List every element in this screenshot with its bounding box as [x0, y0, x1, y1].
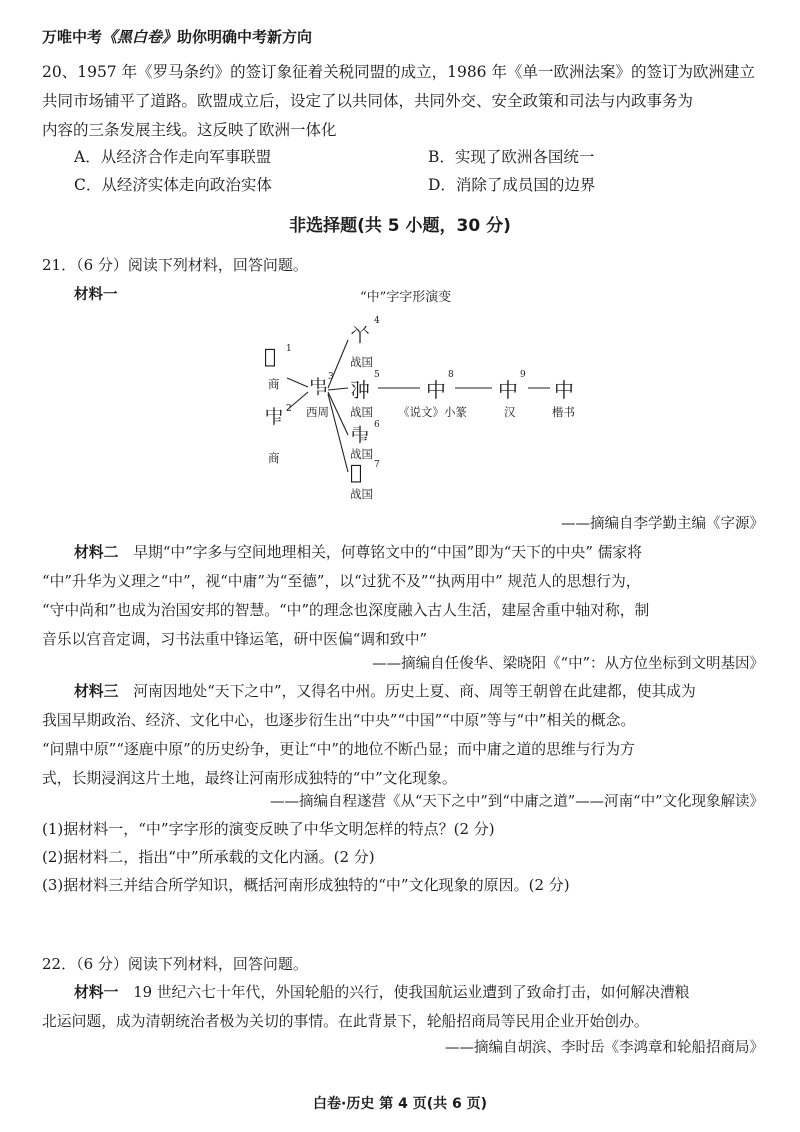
glyph-4: 𠁥	[350, 323, 370, 347]
glyph-6: 𠁩	[350, 423, 370, 447]
q22-m1-line-2: 北运问题，成为清朝统治者极为关切的事情。在此背景下，轮船招商局等民用企业开始创办。	[42, 1013, 649, 1030]
q21-material-1-source: ——摘编自李学勤主编《字源》	[561, 516, 764, 532]
glyph-5: 𠁨	[350, 378, 370, 402]
q21-material-1-label: 材料一	[74, 287, 118, 303]
num-5: 5	[374, 370, 380, 380]
q21-material-2-source: ——摘编自任俊华、梁晓阳《“中”：从方位坐标到文明基因》	[372, 656, 764, 672]
q21-stem: 21．（6 分）阅读下列材料，回答问题。	[42, 256, 308, 274]
q22-material-1-label: 材料一	[74, 984, 119, 1001]
q21-m2-line-4: 音乐以宫音定调，习书法重中锋运笔，研中医偏“调和致中”	[42, 631, 428, 648]
glyph-7: 𠁪	[350, 460, 363, 484]
num-7: 7	[374, 460, 380, 470]
q21-m2-line-3: “守中尚和”也成为治国安邦的智慧。“中”的理念也深度融入古人生活，建屋舍重中轴对称，制	[42, 602, 650, 619]
q21-material-2	[42, 538, 768, 654]
num-2: 2	[286, 404, 292, 414]
q20-line-3: 内容的三条发展主线。这反映了欧洲一体化	[42, 121, 337, 139]
header-brand: 《黑白卷》	[102, 28, 178, 46]
q20-option-c: C．从经济实体走向政治实体	[74, 176, 272, 194]
label-kaishu: 楷书	[552, 405, 575, 419]
label-zhanguo-6: 战国	[350, 447, 373, 461]
q22-stem: 22．（6 分）阅读下列材料，回答问题。	[42, 955, 308, 973]
q21-m3-line-2: 我国早期政治、经济、文化中心，也逐步衍生出“中央”“中国”“中原”等与“中”相关的概念。	[42, 712, 636, 729]
header-prefix: 万唯中考	[42, 28, 103, 46]
num-4: 4	[374, 316, 380, 326]
q22-material-1-source: ——摘编自胡滨、李时岳《李鸿章和轮船招商局》	[445, 1040, 764, 1056]
q21-m3-line-3: “问鼎中原”“逐鹿中原”的历史纷争，更让“中”的地位不断凸显；而中庸之道的思维与行为方	[42, 741, 635, 758]
glyph-9: 中	[498, 378, 518, 402]
q21-m2-line-1: 早期“中”字多与空间地理相关，何尊铭文中的“中国”即为“天下的中央” 儒家将	[133, 544, 643, 561]
glyph-8: 中	[426, 378, 446, 402]
q21-m3-line-4: 式，长期浸润这片土地，最终让河南形成独特的“中”文化现象。	[42, 770, 457, 787]
label-han: 汉	[504, 405, 516, 419]
num-9: 9	[520, 370, 526, 380]
q20-line-2: 共同市场铺平了道路。欧盟成立后，设定了以共同体，共同外交、安全政策和司法与内政事务为	[42, 92, 694, 110]
glyph-10: 中	[554, 378, 574, 402]
q21-material-2-label: 材料二	[74, 544, 119, 561]
num-6: 6	[374, 420, 380, 430]
label-zhanguo-5: 战国	[350, 405, 373, 419]
header-suffix: 助你明确中考新方向	[177, 28, 313, 46]
num-8: 8	[448, 370, 454, 380]
page-footer: 白卷·历史 第 4 页(共 6 页)	[313, 1096, 487, 1112]
q21-m2-line-2: “中”升华为义理之“中”，视“中庸”为“至德”，以“过犹不及”“执两用中” 规范人的思想行为，	[42, 573, 641, 590]
label-zhanguo-7: 战国	[350, 487, 373, 501]
glyph-2: 𠁦	[264, 405, 284, 429]
q20-option-a: A．从经济合作走向军事联盟	[74, 148, 272, 166]
q20-line-1: 20、1957 年《罗马条约》的签订象征着关税同盟的成立，1986 年《单一欧洲法案》的签订为欧洲建立	[42, 63, 755, 81]
q20-option-d: D．消除了成员国的边界	[428, 176, 596, 194]
q22-m1-line-1: 19 世纪六七十年代，外国轮船的兴行，使我国航运业遭到了致命打击，如何解决漕粮	[133, 984, 690, 1001]
q20-option-b: B．实现了欧洲各国统一	[428, 148, 595, 166]
q21-material-3-label: 材料三	[74, 683, 119, 700]
q21-subquestion-3: (3)据材料三并结合所学知识，概括河南形成独特的“中”文化现象的原因。(2 分)	[42, 876, 570, 894]
label-xizhou: 西周	[306, 405, 329, 419]
q21-subquestion-1: (1)据材料一，“中”字字形的演变反映了中华文明怎样的特点？(2 分)	[42, 820, 495, 838]
q21-subquestion-2: (2)据材料二，指出“中”所承载的文化内涵。(2 分)	[42, 848, 375, 866]
question-20	[42, 58, 762, 145]
q21-material-3-source: ——摘编自程遂营《从“天下之中”到“中庸之道”——河南“中”文化现象解读》	[270, 794, 764, 810]
glyph-3: 𠁧	[308, 375, 328, 399]
label-zhanguo-4: 战国	[350, 355, 373, 369]
num-3: 3	[328, 372, 334, 382]
label-shang-1: 商	[268, 377, 280, 391]
page-header	[42, 26, 312, 47]
q22-material-1	[42, 978, 768, 1036]
zhong-evolution-diagram	[250, 300, 610, 510]
diagram-title: “中”字字形演变	[360, 290, 452, 305]
q21-m3-line-1: 河南因地处“天下之中”，又得名中州。历史上夏、商、周等王朝曾在此建都，使其成为	[133, 683, 696, 700]
section-title: 非选择题(共 5 小题，30 分)	[289, 216, 511, 236]
glyph-1: 𣥆	[264, 344, 277, 368]
label-shuowen: 《说文》小篆	[398, 405, 467, 419]
label-shang-2: 商	[268, 451, 280, 465]
q21-material-3	[42, 677, 768, 793]
num-1: 1	[286, 344, 292, 354]
